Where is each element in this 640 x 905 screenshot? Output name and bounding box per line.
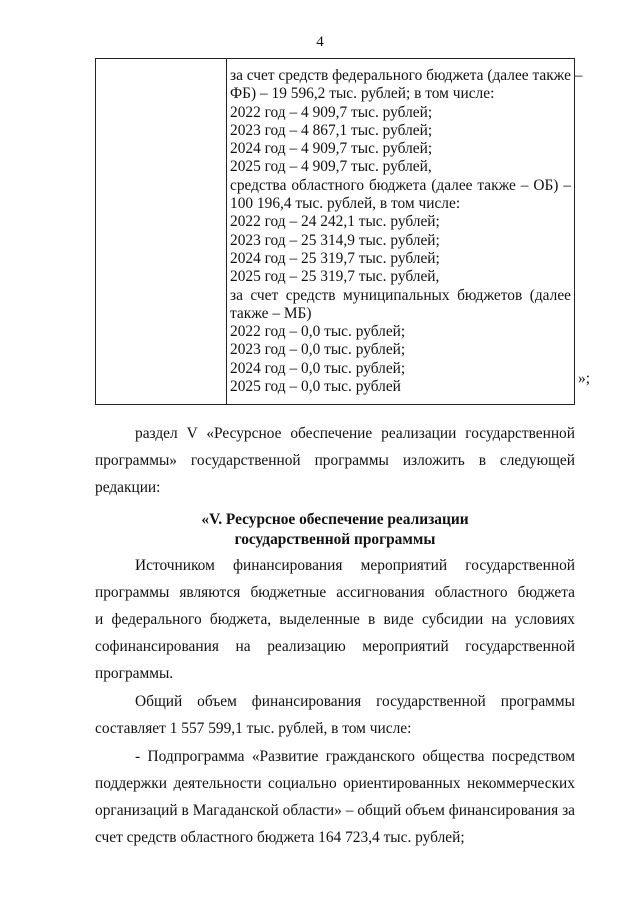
paragraph-line: Общий объем финансирования государственной программы (135, 693, 575, 710)
table-cell-line: 2022 год – 4 909,7 тыс. рублей; (230, 103, 433, 121)
table-cell-line: 2024 год – 4 909,7 тыс. рублей; (230, 140, 433, 158)
paragraph-line: программы» государственной программы изложить в следующей (95, 452, 575, 469)
paragraph-line: - Подпрограмма «Развитие гражданского общества посредством (135, 748, 575, 765)
table-cell-line: 2022 год – 24 242,1 тыс. рублей; (230, 213, 440, 231)
paragraph-line: программы. (95, 665, 174, 682)
paragraph-funding-sources (95, 552, 575, 687)
page-number: 4 (316, 34, 324, 50)
table-cell-line: 2024 год – 25 319,7 тыс. рублей; (230, 249, 440, 267)
table-cell-line: 2025 год – 25 319,7 тыс. рублей, (230, 268, 440, 286)
table-cell-line: 2023 год – 0,0 тыс. рублей; (230, 341, 406, 359)
table-column-divider (226, 59, 227, 404)
paragraph-total-funding (95, 688, 575, 742)
table-cell-line: за счет средств федерального бюджета (далее также – (230, 67, 583, 84)
paragraph-line: организаций в Магаданской области» – общий объем финансирования за (95, 802, 575, 819)
table-cell-funding-sources (230, 67, 583, 396)
table-cell-line: 2023 год – 25 314,9 тыс. рублей; (230, 231, 440, 249)
paragraph-line: и федерального бюджета, выделенные в виде субсидии на условиях (95, 611, 575, 628)
paragraph-line: раздел V «Ресурсное обеспечение реализации государственной (135, 425, 575, 442)
table-cell-line: за счет средств муниципальных бюджетов (далее (230, 286, 571, 304)
paragraph-line: Источником финансирования мероприятий государственной (135, 557, 575, 574)
table-closing-quote: »; (578, 370, 590, 387)
paragraph-line: счет средств областного бюджета 164 723,4 тыс. рублей; (95, 829, 465, 846)
section-heading-line: «V. Ресурсное обеспечение реализации (201, 511, 469, 528)
paragraph-line: редакции: (95, 479, 161, 496)
table-cell-line: 2022 год – 0,0 тыс. рублей; (230, 323, 406, 341)
section-heading (95, 510, 575, 550)
table-cell-line: 100 196,4 тыс. рублей, в том числе: (230, 195, 461, 213)
section-heading-line: государственной программы (234, 531, 436, 548)
funding-table (95, 58, 583, 405)
paragraph-line: программы являются бюджетные ассигнования областного бюджета (95, 584, 575, 601)
table-cell-line: средства областного бюджета (далее также – ОБ) – (230, 176, 571, 194)
table-cell-line: 2025 год – 4 909,7 тыс. рублей, (230, 158, 432, 176)
table-cell-line: также – МБ) (230, 304, 312, 322)
table-cell-line: 2025 год – 0,0 тыс. рублей (230, 378, 401, 396)
paragraph-line: составляет 1 557 599,1 тыс. рублей, в том числе: (95, 720, 412, 737)
intro-paragraph (95, 420, 575, 501)
paragraph-line: поддержки деятельности социально ориентированных некоммерческих (95, 775, 575, 792)
paragraph-line: софинансирования на реализацию мероприятий государственной (95, 638, 575, 655)
table-cell-line: 2023 год – 4 867,1 тыс. рублей; (230, 121, 433, 139)
paragraph-subprogram (95, 743, 575, 851)
table-cell-line: 2024 год – 0,0 тыс. рублей; (230, 359, 406, 377)
table-cell-line: ФБ) – 19 596,2 тыс. рублей; в том числе: (230, 85, 495, 103)
